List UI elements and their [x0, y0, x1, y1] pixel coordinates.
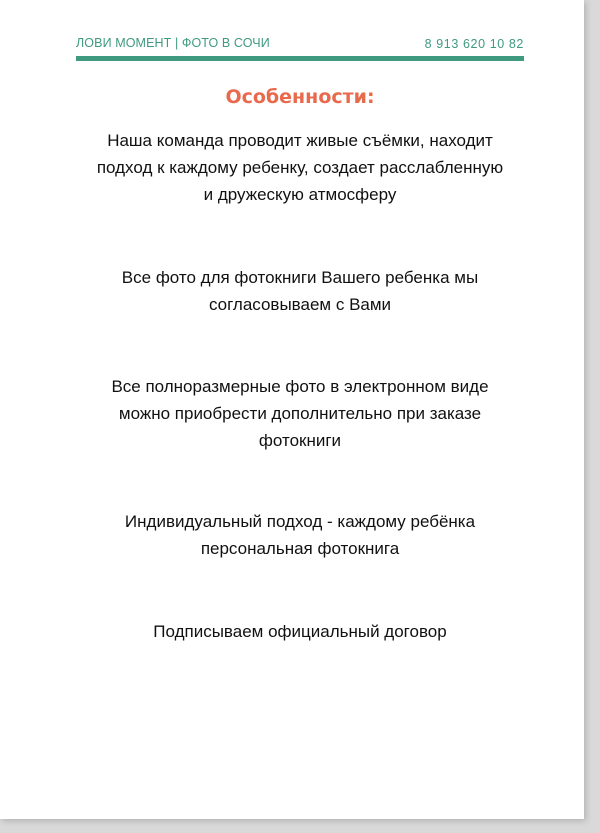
brand-name: ЛОВИ МОМЕНТ | ФОТО В СОЧИ	[76, 36, 270, 50]
feature-line: Индивидуальный подход - каждому ребёнка	[124, 512, 476, 531]
header-divider	[76, 56, 524, 61]
phone-number[interactable]: 8 913 620 10 82	[424, 37, 524, 51]
feature-line: согласовываем с Вами	[208, 295, 392, 314]
feature-item-digital-photos	[60, 373, 540, 454]
feature-item-team	[60, 127, 540, 208]
feature-line: персональная фотокнига	[200, 539, 400, 558]
feature-item-approval	[60, 264, 540, 318]
feature-line: подход к каждому ребенку, создает расслабленную	[96, 158, 504, 177]
feature-line: Все фото для фотокниги Вашего ребенка мы	[121, 268, 479, 287]
feature-line: Наша команда проводит живые съёмки, находит	[107, 131, 493, 150]
section-title: Особенности:	[225, 86, 375, 108]
page-header	[76, 36, 524, 54]
feature-item-contract	[60, 618, 540, 645]
feature-item-individual	[60, 508, 540, 562]
feature-line: можно приобрести дополнительно при заказе	[118, 404, 482, 423]
feature-line: Подписываем официальный договор	[153, 622, 447, 641]
feature-line: фотокниги	[258, 431, 342, 450]
feature-line: Все полноразмерные фото в электронном виде	[111, 377, 489, 396]
feature-line: и дружескую атмосферу	[203, 185, 397, 204]
